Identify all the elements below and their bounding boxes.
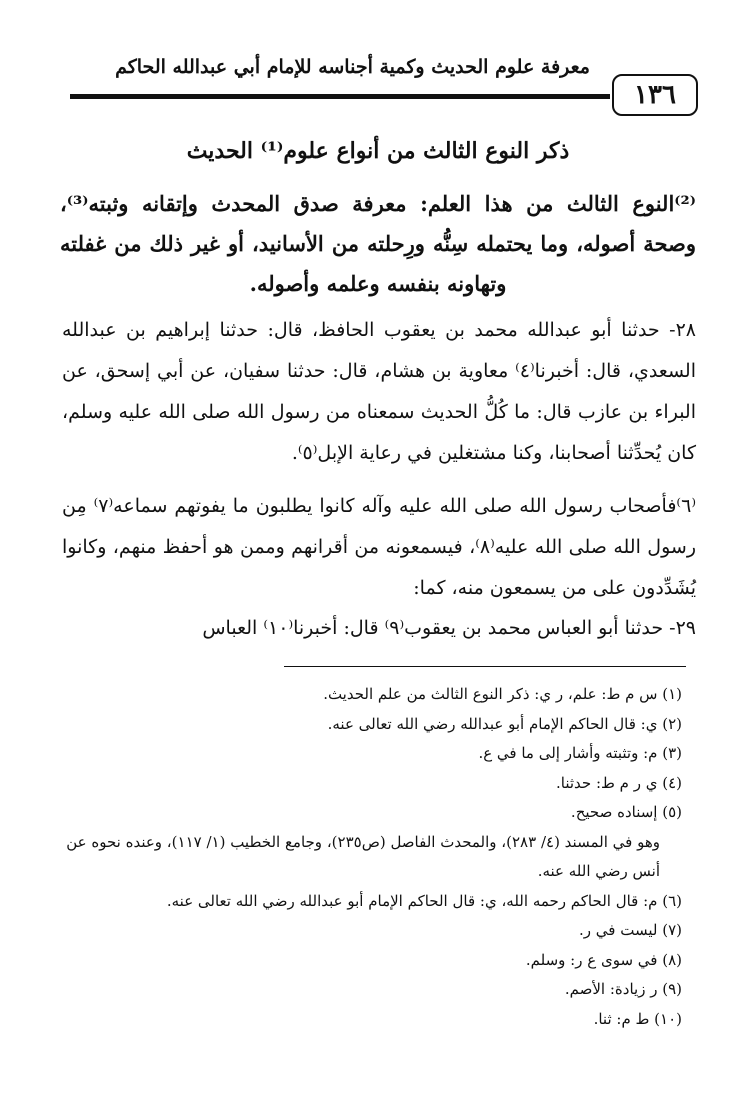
paragraph-hadith-28: ٢٨- حدثنا أبو عبدالله محمد بن يعقوب الحافظ، قال: حدثنا إبراهيم بن عبدالله السعدي، قال: أخبرنا⁽٤⁾ معاوية بن هشام، قال: حدثنا سفيان، عن أبي إسحق، عن البراء بن عازب قال: ما كُلُّ الحديث سمعناه من رسول الله صلى الله عليه وسلم، كان يُحدِّثنا أصحابنا، وكنا مشتغلين في رعاية الإبل⁽٥⁾. [62, 319, 696, 464]
footnote-2: (٢) ي: قال الحاكم الإمام أبو عبدالله رضي الله تعالى عنه. [327, 714, 682, 733]
page-number: ١٣٦ [612, 74, 698, 116]
section-title: ذكر النوع الثالث من أنواع علوم⁽¹⁾ الحديث [186, 138, 570, 164]
paragraph-commentary: ⁽٦⁾فأصحاب رسول الله صلى الله عليه وآله كانوا يطلبون ما يفوتهم سماعه⁽٧⁾ مِن رسول الله صلى الله عليه⁽٨⁾، فيسمعونه من أقرانهم وممن هو أحفظ منهم، وكانوا يُشَدِّدون على من يسمعون منه، كما: [62, 495, 697, 599]
footnote-separator [284, 666, 686, 667]
footnote-1: (١) س م ط: علم، ر ي: ذكر النوع الثالث من علم الحديث. [323, 685, 682, 703]
footnote-6: (٦) م: قال الحاكم رحمه الله، ي: قال الحاكم الإمام أبو عبدالله رضي الله تعالى عنه. [166, 891, 682, 910]
footnote-3: (٣) م: وتثبته وأشار إلى ما في ع. [478, 744, 682, 762]
paragraph-hadith-29: ٢٩- حدثنا أبو العباس محمد بن يعقوب⁽٩⁾ قال: أخبرنا⁽١٠⁾ العباس [202, 617, 696, 639]
header-rule [70, 94, 610, 99]
footnote-5-continuation: وهو في المسند (٤/ ٢٨٣)، والمحدث الفاصل (ص٢٣٥)، وجامع الخطيب (١/ ١١٧)، وعنده نحوه عن أنس رضي الله عنه. [66, 832, 660, 880]
running-title: معرفة علوم الحديث وكمية أجناسه للإمام أبي عبدالله الحاكم [115, 56, 590, 78]
footnote-9: (٩) ر زيادة: الأصم. [564, 980, 682, 998]
section-heading-text: ⁽²⁾النوع الثالث من هذا العلم: معرفة صدق المحدث وإتقانه وثبته⁽³⁾، وصحة أصوله، وما يحتمله سِنُّه ورِحلته من الأسانيد، أو غير ذلك من غفلته وتهاونه بنفسه وعلمه وأصوله. [60, 191, 696, 296]
footnote-7: (٧) ليست في ر. [579, 921, 682, 939]
footnotes [62, 680, 682, 1034]
footnote-10: (١٠) ط م: ثنا. [593, 1009, 682, 1028]
footnote-8: (٨) في سوى ع ر: وسلم. [525, 950, 682, 969]
footnote-4: (٤) ي ر م ط: حدثنا. [556, 773, 682, 792]
footnote-5: (٥) إسناده صحيح. [570, 803, 682, 821]
